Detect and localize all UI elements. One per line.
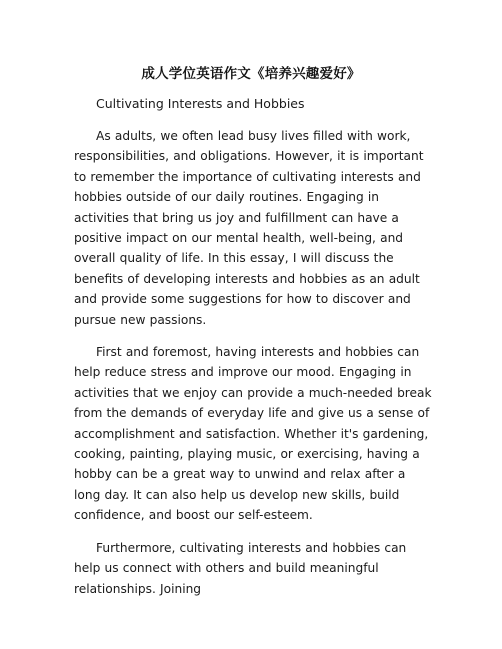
- paragraph-1: As adults, we often lead busy lives filled with work, responsibilities, and obligations. However, it is important to remember the importance of cultivating interests and hobbies outside of our daily routines. Engaging in activities that bring us joy and fulfillment can have a positive impact on our mental health, well-being, and overall quality of life. In this essay, I will discuss the benefits of developing interests and hobbies as an adult and provide some suggestions for how to discover and pursue new passions.: [74, 129, 424, 327]
- essay-subtitle: Cultivating Interests and Hobbies: [96, 96, 305, 111]
- paragraph-3: Furthermore, cultivating interests and hobbies can help us connect with others and build meaningful relationships. Joining: [74, 541, 407, 596]
- document-title: 成人学位英语作文《培养兴趣爱好》: [141, 66, 361, 82]
- paragraph-2: First and foremost, having interests and hobbies can help reduce stress and improve our mood. Engaging in activities that we enjoy can provide a much-needed break from the demands of everyday life and give us a sense of accomplishment and satisfaction. Whether it's gardening, cooking, painting, playing music, or exercising, having a hobby can be a great way to unwind and relax after a long day. It can also help us develop new skills, build confidence, and boost our self-esteem.: [74, 345, 432, 523]
